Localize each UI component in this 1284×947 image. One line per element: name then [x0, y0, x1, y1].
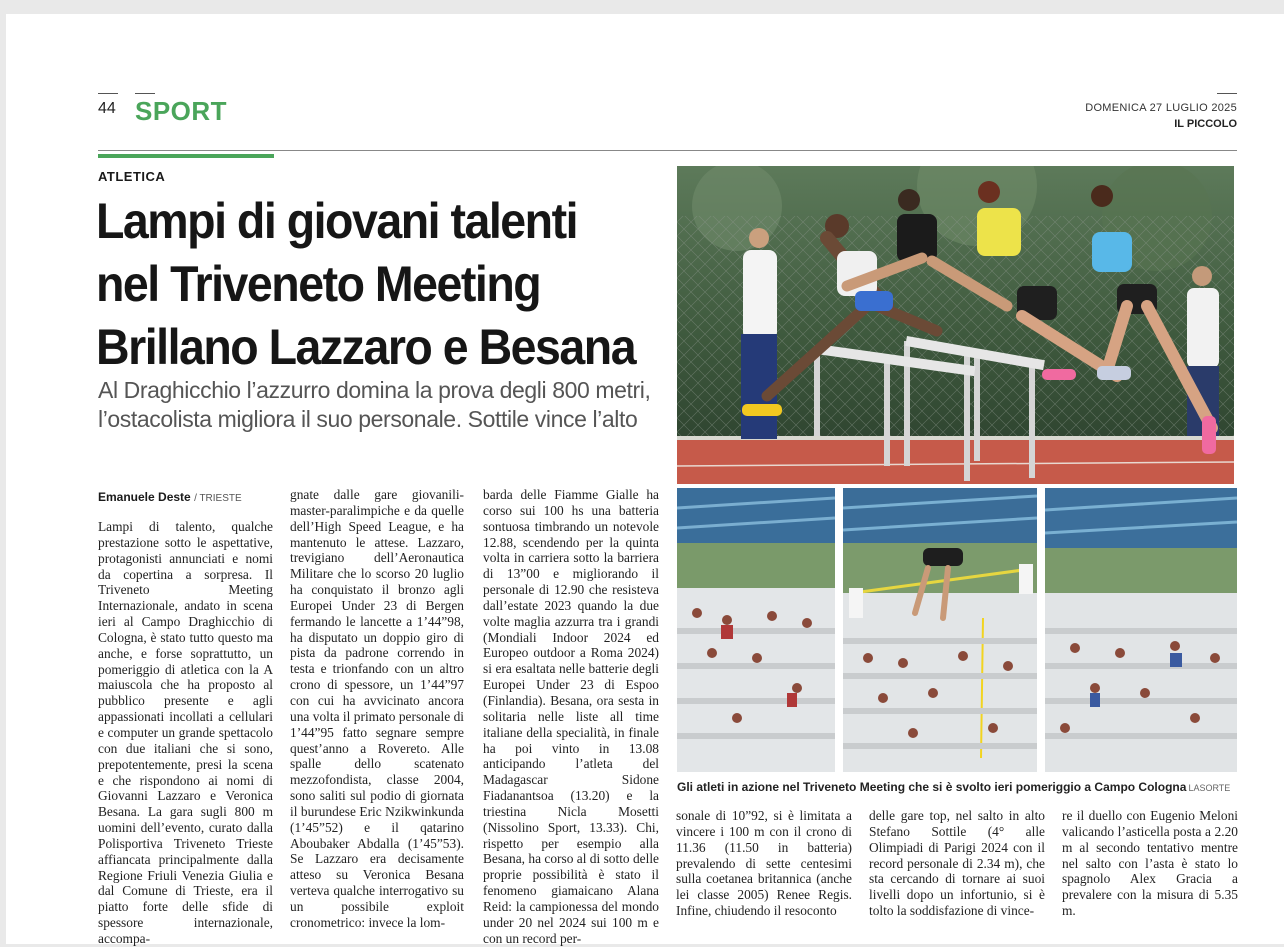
section-accent-bar — [98, 154, 274, 158]
article-column — [98, 519, 273, 947]
article-column — [1062, 808, 1238, 919]
article-column — [676, 808, 852, 919]
caption-text: Gli atleti in azione nel Triveneto Meeting che si è svolto ieri pomeriggio a Campo Cologna — [677, 780, 1187, 794]
article-column — [290, 487, 464, 931]
column-text: re il duello con Eugenio Meloni valicando l’asticella posta a 2.20 m al secondo tentativo mentre nel salto con l’asta è stato lo spagnolo Alex Gracia a prevalere con la misura di 5.35 m. — [1062, 808, 1238, 919]
header-tick — [1217, 93, 1237, 94]
headline-line: Lampi di giovani talenti — [96, 193, 578, 249]
hurdles-race-photo — [677, 166, 1234, 484]
section-title: SPORT — [135, 96, 228, 126]
column-text: gnate dalle gare giovanili-master-paralimpiche e da quelle dell’High Speed League, e ha mantenuto le attese. Lazzaro, trevigiano dell’Aeronautica Militare che lo scorso 20 luglio ha conquistato il bronzo agli Europei Under 23 di Bergen fermando le lancette a 1’44”98, ha disputato un doppio giro di pista da padrone correndo in testa e trionfando con un altro crono di spessore, un 1’44”97 con cui ha avvicinato ancora una volta il primato personale di 1’44”95 fatto segnare sempre quest’anno a Rovereto. Alle spalle dello scatenato mezzofondista, classe 2004, sono saliti sul podio di giornata il burundese Eric Nzikwinkunda (1’45”52) e il qatarino Aboubaker Abdalla (1’45”53). Se Lazzaro era decisamente atteso su Veronica Besana verteva qualche interrogativo su un possibile exploit cronometrico: invece la lom- — [290, 487, 464, 930]
column-text: Lampi di talento, qualche prestazione sotto le aspettative, protagonisti annunciati e nomi da copertina a sorpresa. Il Triveneto Meeting Internazionale, andato in scena ieri al Campo Draghicchio di Cologna, è stato tutto questo ma anche, e forse soprattutto, un pomeriggio di atletica con la A maiuscola che ha proposto al pubblico presente e agli appassionati incollati a cellulari e computer un grande spettacolo con due italiani che si sono, prepotentemente, presi la scena e che rispondono ai nomi di Giovanni Lazzaro e Veronica Besana. La gara sugli 800 m uomini dell’evento, curato dalla Polisportiva Triveneto Trieste affiancata principalmente dalla Regione Friuli Venezia Giulia e dal Comune di Trieste, era il piatto forte delle sfide di spessore internazionale, accompa- — [98, 519, 273, 946]
pole-vault-illustration — [843, 488, 1037, 772]
byline — [98, 490, 242, 504]
author-name: Emanuele Deste — [98, 490, 191, 504]
headline-line: nel Triveneto Meeting — [96, 256, 541, 312]
pole-vault-photo — [843, 488, 1037, 772]
dateline-location: / TRIESTE — [194, 493, 242, 504]
column-text: delle gare top, nel salto in alto Stefano Sottile (4° alle Olimpiadi di Parigi 2024 con il record personale di 2.34 m), che sta cercando di tornare ai suoi livelli dopo un infortunio, si è tolto la soddisfazione di vince- — [869, 808, 1045, 919]
article-subheadline: Al Draghicchio l’azzurro domina la prova degli 800 metri, l’ostacolista migliora il suo personale. Sottile vince l’alto — [98, 377, 651, 432]
issue-date: DOMENICA 27 LUGLIO 2025 — [1085, 102, 1237, 114]
photo-caption — [677, 780, 1230, 794]
header-rule — [98, 150, 1237, 151]
column-text: sonale di 10”92, si è limitata a vincere i 100 m con il crono di 11.36 (11.50 in batteria) prevalendo di sette centesimi sulla coetanea britannica (anche lei classe 2005) Renee Regis. Infine, chiudendo il resoconto — [676, 808, 852, 919]
spectators-photo — [1045, 488, 1237, 772]
column-text: barda delle Fiamme Gialle ha corso sui 100 hs una batteria sontuosa timbrando un notevole 12.88, scendendo per la quinta volta in carriera sotto la barriera di 13”00 e migliorando il personale di 12.90 che resisteva dall’estate 2023 quando la due volte maglia azzurra tra i grandi (Mondiali Indoor 2024 ed Europeo outdoor a Roma 2024) si era esaltata nelle batterie degli Europei Under 23 di Espoo (Finlandia). Besana, ora sesta in solitaria nelle liste all time italiane della specialità, in finale ha poi vinto in 13.08 anticipando l’atleta del Madagascar Sidone Fiadanantsoa (13.20) e la triestina Nicla Mosetti (Nissolino Sport, 13.33). Chi, rispetto per esempio alla Besana, ha corso al di sotto delle proprie possibilità è stato il fenomeno giamaicano Alana Reid: la campionessa del mondo under 20 nel 2024 sui 100 m e con un record per- — [483, 487, 659, 946]
hurdles-illustration — [677, 166, 1234, 484]
article-column — [483, 487, 659, 946]
header-tick — [98, 93, 118, 94]
photo-credit: LASORTE — [1188, 783, 1231, 793]
spectators-illustration — [1045, 488, 1237, 772]
article-kicker: ATLETICA — [98, 169, 166, 184]
article-headline — [96, 190, 635, 379]
newspaper-name: IL PICCOLO — [1174, 118, 1237, 130]
page-number: 44 — [98, 100, 116, 117]
stadium-illustration — [677, 488, 835, 772]
header-tick — [135, 93, 155, 94]
article-column — [869, 808, 1045, 919]
stadium-crowd-photo — [677, 488, 835, 772]
headline-line: Brillano Lazzaro e Besana — [96, 319, 636, 375]
